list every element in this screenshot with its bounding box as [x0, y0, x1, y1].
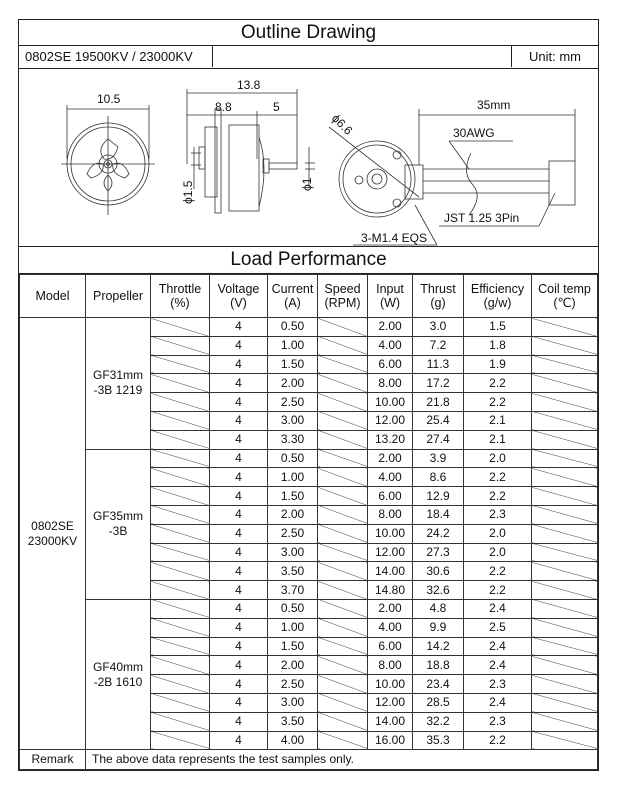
table-row: [20, 449, 598, 468]
voltage-cell: 4: [210, 524, 268, 543]
speed-cell-empty: [318, 581, 368, 600]
propeller-cell: [86, 318, 151, 450]
efficiency-cell: 2.4: [464, 656, 532, 675]
motor-drawing-icon: [19, 69, 597, 246]
propeller-spec: -3B 1219: [93, 383, 143, 398]
speed-cell-empty: [318, 487, 368, 506]
throttle-cell-empty: [151, 336, 210, 355]
input-cell: 4.00: [368, 336, 413, 355]
propeller-spec: -2B 1610: [93, 674, 143, 689]
thrust-cell: 9.9: [413, 618, 464, 637]
current-cell: 3.50: [268, 712, 318, 731]
coil-temp-cell-empty: [532, 599, 598, 618]
column-header: [20, 275, 86, 318]
voltage-cell: 4: [210, 393, 268, 412]
coil-temp-cell-empty: [532, 336, 598, 355]
throttle-cell-empty: [151, 524, 210, 543]
propeller-name: GF35mm: [92, 509, 143, 524]
thrust-cell: 4.8: [413, 599, 464, 618]
input-cell: 6.00: [368, 355, 413, 374]
model-label: 0802SE 19500KV / 23000KV: [19, 46, 213, 67]
input-cell: 8.00: [368, 374, 413, 393]
thrust-cell: 8.6: [413, 468, 464, 487]
current-cell: 2.50: [268, 675, 318, 694]
input-cell: 6.00: [368, 637, 413, 656]
thrust-cell: 32.6: [413, 581, 464, 600]
coil-temp-cell-empty: [532, 487, 598, 506]
efficiency-cell: 2.4: [464, 693, 532, 712]
voltage-cell: 4: [210, 355, 268, 374]
throttle-cell-empty: [151, 637, 210, 656]
rear-view: [329, 98, 575, 245]
voltage-cell: 4: [210, 430, 268, 449]
throttle-cell-empty: [151, 355, 210, 374]
input-cell: 14.00: [368, 712, 413, 731]
column-header: [151, 275, 210, 318]
thrust-cell: 7.2: [413, 336, 464, 355]
coil-temp-cell-empty: [532, 430, 598, 449]
propeller-name: GF31mm: [92, 368, 143, 383]
propeller-cell: [86, 599, 151, 749]
throttle-cell-empty: [151, 693, 210, 712]
voltage-cell: 4: [210, 656, 268, 675]
coil-temp-cell-empty: [532, 318, 598, 337]
efficiency-cell: 2.4: [464, 637, 532, 656]
input-cell: 10.00: [368, 524, 413, 543]
speed-cell-empty: [318, 618, 368, 637]
throttle-cell-empty: [151, 374, 210, 393]
speed-cell-empty: [318, 374, 368, 393]
efficiency-cell: 2.4: [464, 599, 532, 618]
propeller-name: GF40mm: [92, 659, 143, 674]
current-cell: 3.00: [268, 411, 318, 430]
speed-cell-empty: [318, 675, 368, 694]
column-header-label: Current: [271, 282, 314, 296]
speed-cell-empty: [318, 449, 368, 468]
speed-cell-empty: [318, 637, 368, 656]
thrust-cell: 18.8: [413, 656, 464, 675]
efficiency-cell: 2.2: [464, 374, 532, 393]
input-cell: 12.00: [368, 693, 413, 712]
efficiency-cell: 2.3: [464, 712, 532, 731]
throttle-cell-empty: [151, 430, 210, 449]
coil-temp-cell-empty: [532, 731, 598, 750]
input-cell: 8.00: [368, 505, 413, 524]
column-header-label: Coil temp: [538, 282, 591, 296]
voltage-cell: 4: [210, 468, 268, 487]
current-cell: 4.00: [268, 731, 318, 750]
voltage-cell: 4: [210, 693, 268, 712]
column-header-label: Model: [35, 289, 70, 303]
current-cell: 2.00: [268, 656, 318, 675]
speed-cell-empty: [318, 731, 368, 750]
efficiency-cell: 2.5: [464, 618, 532, 637]
dim-front-diameter: 10.5: [97, 92, 121, 106]
thrust-cell: 14.2: [413, 637, 464, 656]
coil-temp-cell-empty: [532, 524, 598, 543]
speed-cell-empty: [318, 693, 368, 712]
efficiency-cell: 2.0: [464, 449, 532, 468]
speed-cell-empty: [318, 524, 368, 543]
remark-text: The above data represents the test samples only.: [86, 750, 598, 770]
efficiency-cell: 1.8: [464, 336, 532, 355]
model-name: 0802SE: [31, 518, 74, 533]
voltage-cell: 4: [210, 487, 268, 506]
voltage-cell: 4: [210, 712, 268, 731]
input-cell: 12.00: [368, 411, 413, 430]
coil-temp-cell-empty: [532, 656, 598, 675]
current-cell: 3.30: [268, 430, 318, 449]
input-cell: 14.80: [368, 581, 413, 600]
input-cell: 2.00: [368, 318, 413, 337]
current-cell: 1.50: [268, 487, 318, 506]
current-cell: 3.70: [268, 581, 318, 600]
voltage-cell: 4: [210, 449, 268, 468]
voltage-cell: 4: [210, 318, 268, 337]
column-header-label: Throttle: [158, 282, 202, 296]
throttle-cell-empty: [151, 599, 210, 618]
input-cell: 4.00: [368, 468, 413, 487]
input-cell: 16.00: [368, 731, 413, 750]
side-view: [181, 78, 315, 213]
propeller-cell: [86, 449, 151, 599]
thrust-cell: 25.4: [413, 411, 464, 430]
dim-wire-gauge: 30AWG: [453, 126, 495, 140]
table-row: [20, 599, 598, 618]
efficiency-cell: 1.9: [464, 355, 532, 374]
column-header: [464, 275, 532, 318]
input-cell: 4.00: [368, 618, 413, 637]
throttle-cell-empty: [151, 712, 210, 731]
throttle-cell-empty: [151, 393, 210, 412]
throttle-cell-empty: [151, 318, 210, 337]
speed-cell-empty: [318, 599, 368, 618]
voltage-cell: 4: [210, 618, 268, 637]
voltage-cell: 4: [210, 599, 268, 618]
efficiency-cell: 2.2: [464, 487, 532, 506]
input-cell: 2.00: [368, 599, 413, 618]
thrust-cell: 27.4: [413, 430, 464, 449]
thrust-cell: 28.5: [413, 693, 464, 712]
current-cell: 1.00: [268, 618, 318, 637]
coil-temp-cell-empty: [532, 355, 598, 374]
efficiency-cell: 2.2: [464, 581, 532, 600]
voltage-cell: 4: [210, 562, 268, 581]
voltage-cell: 4: [210, 336, 268, 355]
efficiency-cell: 2.0: [464, 543, 532, 562]
voltage-cell: 4: [210, 637, 268, 656]
column-header: [532, 275, 598, 318]
current-cell: 2.00: [268, 374, 318, 393]
efficiency-cell: 2.3: [464, 505, 532, 524]
unit-label: Unit: mm: [511, 46, 598, 67]
current-cell: 2.00: [268, 505, 318, 524]
column-header-unit: (RPM): [324, 296, 361, 310]
column-header-label: Thrust: [420, 282, 456, 296]
voltage-cell: 4: [210, 581, 268, 600]
current-cell: 0.50: [268, 599, 318, 618]
speed-cell-empty: [318, 318, 368, 337]
speed-cell-empty: [318, 543, 368, 562]
front-view: [61, 92, 155, 215]
throttle-cell-empty: [151, 562, 210, 581]
input-cell: 12.00: [368, 543, 413, 562]
remark-label: Remark: [20, 750, 86, 770]
input-cell: 6.00: [368, 487, 413, 506]
column-header: [368, 275, 413, 318]
column-header-unit: (V): [230, 296, 247, 310]
table-header-row: [20, 275, 598, 318]
thrust-cell: 18.4: [413, 505, 464, 524]
coil-temp-cell-empty: [532, 562, 598, 581]
input-cell: 10.00: [368, 675, 413, 694]
column-header-unit: (W): [379, 296, 401, 310]
thrust-cell: 3.0: [413, 318, 464, 337]
column-header: [268, 275, 318, 318]
model-kv: 23000KV: [27, 533, 78, 548]
coil-temp-cell-empty: [532, 693, 598, 712]
speed-cell-empty: [318, 656, 368, 675]
current-cell: 1.00: [268, 468, 318, 487]
thrust-cell: 35.3: [413, 731, 464, 750]
load-performance-title: Load Performance: [19, 247, 598, 274]
outline-drawing: [19, 69, 598, 247]
thrust-cell: 11.3: [413, 355, 464, 374]
thrust-cell: 23.4: [413, 675, 464, 694]
coil-temp-cell-empty: [532, 637, 598, 656]
model-cell: [20, 318, 86, 750]
efficiency-cell: 2.3: [464, 675, 532, 694]
column-header-label: Voltage: [217, 282, 260, 296]
remark-row: [20, 750, 598, 770]
current-cell: 2.50: [268, 524, 318, 543]
column-header-label: Efficiency: [470, 282, 525, 296]
column-header: [318, 275, 368, 318]
speed-cell-empty: [318, 411, 368, 430]
efficiency-cell: 2.2: [464, 468, 532, 487]
throttle-cell-empty: [151, 505, 210, 524]
thrust-cell: 30.6: [413, 562, 464, 581]
current-cell: 1.50: [268, 637, 318, 656]
column-header: [86, 275, 151, 318]
throttle-cell-empty: [151, 656, 210, 675]
outline-title: Outline Drawing: [19, 20, 598, 46]
efficiency-cell: 2.1: [464, 411, 532, 430]
speed-cell-empty: [318, 562, 368, 581]
thrust-cell: 3.9: [413, 449, 464, 468]
column-header: [413, 275, 464, 318]
column-header-label: Propeller: [92, 289, 144, 303]
column-header-unit: (g): [430, 296, 446, 310]
throttle-cell-empty: [151, 618, 210, 637]
dim-base-shaft-dia: ϕ1.5: [181, 180, 195, 204]
speed-cell-empty: [318, 430, 368, 449]
screws-label: 3-M1.4 EQS: [361, 231, 428, 245]
coil-temp-cell-empty: [532, 449, 598, 468]
dim-shaft-dia: ϕ1: [300, 177, 314, 191]
input-cell: 8.00: [368, 656, 413, 675]
column-header-unit: (℃): [553, 296, 576, 310]
current-cell: 0.50: [268, 449, 318, 468]
speed-cell-empty: [318, 505, 368, 524]
dim-total-length: 13.8: [237, 78, 261, 92]
coil-temp-cell-empty: [532, 393, 598, 412]
input-cell: 14.00: [368, 562, 413, 581]
coil-temp-cell-empty: [532, 468, 598, 487]
outline-subheader: [19, 46, 598, 69]
throttle-cell-empty: [151, 581, 210, 600]
load-performance-table: [19, 274, 598, 770]
thrust-cell: 24.2: [413, 524, 464, 543]
thrust-cell: 32.2: [413, 712, 464, 731]
efficiency-cell: 2.2: [464, 562, 532, 581]
coil-temp-cell-empty: [532, 618, 598, 637]
current-cell: 2.50: [268, 393, 318, 412]
coil-temp-cell-empty: [532, 374, 598, 393]
coil-temp-cell-empty: [532, 675, 598, 694]
connector-label: JST 1.25 3Pin: [444, 211, 520, 225]
table-row: [20, 318, 598, 337]
coil-temp-cell-empty: [532, 411, 598, 430]
voltage-cell: 4: [210, 505, 268, 524]
current-cell: 3.00: [268, 693, 318, 712]
voltage-cell: 4: [210, 675, 268, 694]
column-header-unit: (A): [284, 296, 301, 310]
voltage-cell: 4: [210, 543, 268, 562]
spec-sheet: [18, 19, 599, 771]
throttle-cell-empty: [151, 411, 210, 430]
coil-temp-cell-empty: [532, 712, 598, 731]
current-cell: 3.50: [268, 562, 318, 581]
dim-lead-length: 35mm: [477, 98, 511, 112]
column-header-label: Speed: [324, 282, 361, 296]
dim-mount-circle: ϕ6.6: [328, 111, 356, 138]
efficiency-cell: 2.0: [464, 524, 532, 543]
throttle-cell-empty: [151, 731, 210, 750]
speed-cell-empty: [318, 468, 368, 487]
current-cell: 1.00: [268, 336, 318, 355]
input-cell: 2.00: [368, 449, 413, 468]
column-header-label: Input: [376, 282, 404, 296]
current-cell: 1.50: [268, 355, 318, 374]
voltage-cell: 4: [210, 731, 268, 750]
throttle-cell-empty: [151, 468, 210, 487]
throttle-cell-empty: [151, 543, 210, 562]
thrust-cell: 21.8: [413, 393, 464, 412]
speed-cell-empty: [318, 393, 368, 412]
speed-cell-empty: [318, 712, 368, 731]
current-cell: 3.00: [268, 543, 318, 562]
efficiency-cell: 2.1: [464, 430, 532, 449]
dim-body-length: 8.8: [215, 100, 232, 114]
thrust-cell: 27.3: [413, 543, 464, 562]
voltage-cell: 4: [210, 411, 268, 430]
column-header-unit: (%): [170, 296, 190, 310]
coil-temp-cell-empty: [532, 543, 598, 562]
throttle-cell-empty: [151, 449, 210, 468]
column-header-unit: (g/w): [483, 296, 512, 310]
thrust-cell: 17.2: [413, 374, 464, 393]
input-cell: 10.00: [368, 393, 413, 412]
throttle-cell-empty: [151, 675, 210, 694]
speed-cell-empty: [318, 355, 368, 374]
thrust-cell: 12.9: [413, 487, 464, 506]
coil-temp-cell-empty: [532, 505, 598, 524]
dim-shaft-length: 5: [273, 100, 280, 114]
efficiency-cell: 1.5: [464, 318, 532, 337]
voltage-cell: 4: [210, 374, 268, 393]
coil-temp-cell-empty: [532, 581, 598, 600]
efficiency-cell: 2.2: [464, 393, 532, 412]
input-cell: 13.20: [368, 430, 413, 449]
throttle-cell-empty: [151, 487, 210, 506]
efficiency-cell: 2.2: [464, 731, 532, 750]
propeller-spec: -3B: [108, 524, 128, 539]
column-header: [210, 275, 268, 318]
current-cell: 0.50: [268, 318, 318, 337]
speed-cell-empty: [318, 336, 368, 355]
